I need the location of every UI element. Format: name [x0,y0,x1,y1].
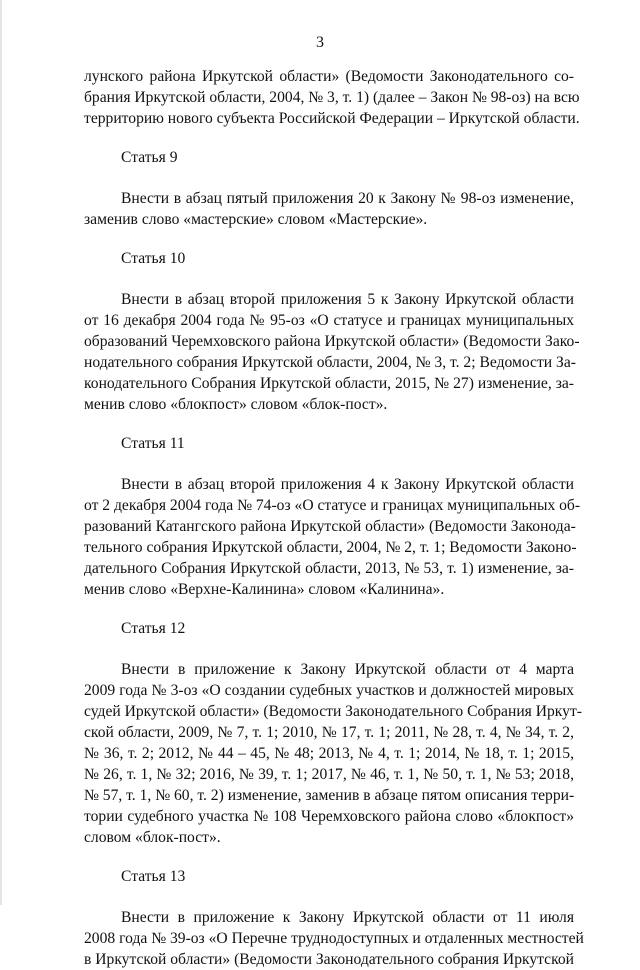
text-line: 2009 года № 3-оз «О создании судебных участков и должностей мировых [84,682,574,699]
text-line: Внести в абзац второй приложения 4 к Закону Иркутской области [121,476,574,493]
text-line: разований Катангского района Иркутской области» (Ведомости Законода- [84,518,576,535]
text-line: территорию нового субъекта Российской Федерации – Иркутской области. [84,110,580,127]
text-line: тельного собрания Иркутской области, 2004, № 2, т. 1; Ведомости Законо- [84,539,577,556]
text-line: от 2 декабря 2004 года № 74-оз «О статусе и границах муниципальных об- [84,497,581,514]
text-line: лунского района Иркутской области» (Ведомости Законодательного со- [84,68,574,85]
text-line: Внести в абзац второй приложения 5 к Закону Иркутской области [121,291,574,308]
text-line: заменив слово «мастерские» словом «Мастерские». [84,211,428,228]
article-10-paragraph [84,289,580,415]
text-line: менив слово «блокпост» словом «блок-пост». [84,396,388,413]
text-line: нодательного собрания Иркутской области, 2004, № 3, т. 2; Ведомости За- [84,354,576,371]
text-line: тории судебного участка № 108 Черемховского района слово «блокпост» [84,808,574,825]
page-number: 3 [316,34,324,51]
intro-paragraph [84,66,580,129]
article-12-paragraph [84,659,582,848]
scan-edge [0,0,2,905]
text-line: в Иркутской области» (Ведомости Законодательного собрания Иркутской [84,951,574,968]
article-11-paragraph [84,474,581,600]
article-13-paragraph [84,907,584,970]
text-line: образований Черемховского района Иркутской области» (Ведомости Зако- [84,333,580,350]
text-line: Внести в приложение к Закону Иркутской области от 4 марта [121,661,574,678]
text-line: брания Иркутской области, 2004, № 3, т. 1) (далее – Закон № 98-оз) на всю [84,89,580,106]
article-13-heading: Статья 13 [121,868,186,885]
text-line: № 57, т. 1, № 60, т. 2) изменение, заменив в абзаце пятом описания терри- [84,787,575,804]
text-line: от 16 декабря 2004 года № 95-оз «О статусе и границах муниципальных [84,312,574,329]
text-line: менив слово «Верхне-Калинина» словом «Калинина». [84,581,445,598]
text-line: судей Иркутской области» (Ведомости Законодательного Собрания Иркут- [84,703,582,720]
article-9-heading: Статья 9 [121,149,178,166]
text-line: словом «блок-пост». [84,829,221,846]
document-body [84,66,584,970]
article-11-heading: Статья 11 [121,435,185,452]
text-line: дательного Собрания Иркутской области, 2013, № 53, т. 1) изменение, за- [84,560,574,577]
article-9-paragraph [84,188,574,230]
text-line: Внести в абзац пятый приложения 20 к Закону № 98-оз изменение, [121,190,574,207]
article-12-heading: Статья 12 [121,620,186,637]
text-line: конодательного Собрания Иркутской области, 2015, № 27) изменение, за- [84,375,574,392]
text-line: № 26, т. 1, № 32; 2016, № 39, т. 1; 2017, № 46, т. 1, № 50, т. 1, № 53; 2018, [84,766,574,783]
text-line: Внести в приложение к Закону Иркутской области от 11 июля [121,909,574,926]
text-line: ской области, 2009, № 7, т. 1; 2010, № 17, т. 1; 2011, № 28, т. 4, № 34, т. 2, [84,724,574,741]
text-line: № 36, т. 2; 2012, № 44 – 45, № 48; 2013, № 4, т. 1; 2014, № 18, т. 1; 2015, [84,745,574,762]
text-line: 2008 года № 39-оз «О Перечне труднодоступных и отдаленных местностей [84,930,584,947]
article-10-heading: Статья 10 [121,250,186,267]
